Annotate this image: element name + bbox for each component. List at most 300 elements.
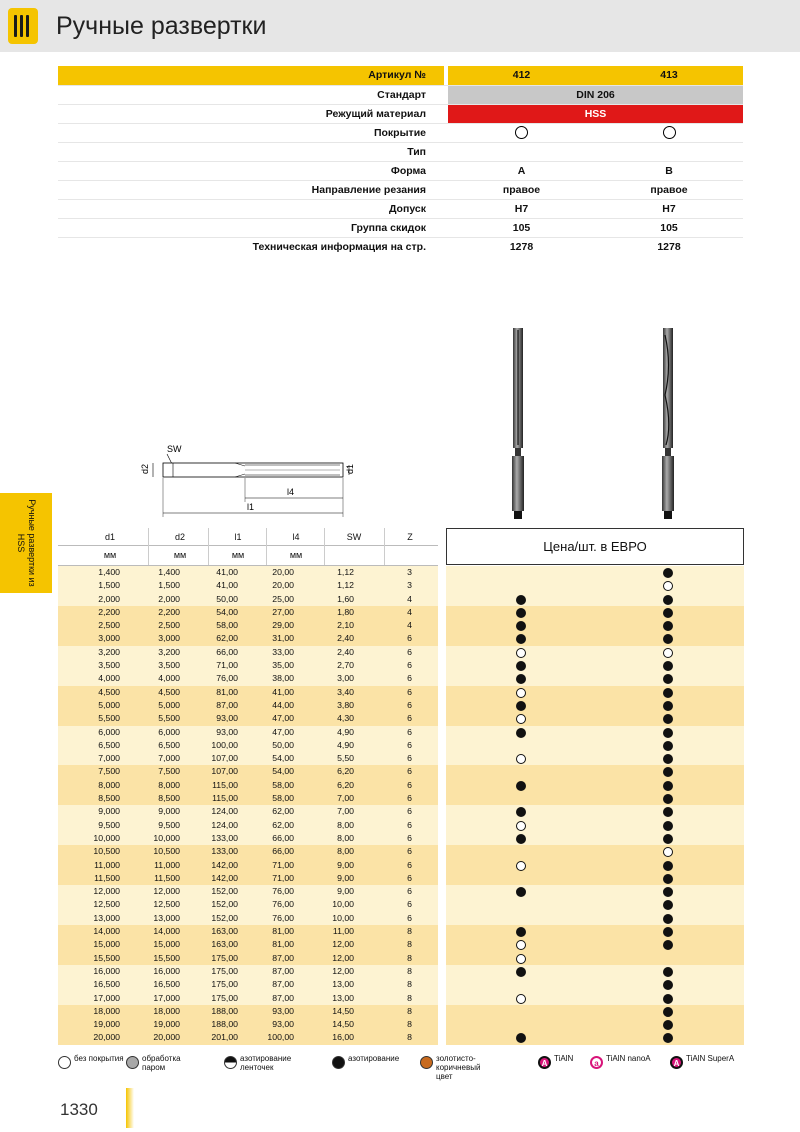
cell-value: 41,00 — [216, 567, 238, 577]
column-unit: мм — [231, 550, 245, 560]
legend-label: азотирование — [348, 1054, 400, 1063]
row-values — [58, 925, 438, 938]
cell-value: 93,00 — [216, 713, 238, 724]
coating-icon: A — [670, 1056, 683, 1069]
cell-value: 5,50 — [337, 753, 354, 764]
cell-value: 13,000 — [93, 912, 120, 923]
cell-value: 47,00 — [272, 726, 294, 737]
cell-value: 38,00 — [272, 673, 294, 684]
row-values — [58, 859, 438, 872]
no-coating-icon — [663, 126, 676, 139]
table-row — [58, 779, 744, 792]
cell-value: 152,00 — [211, 899, 238, 910]
cell-value: 20,00 — [272, 567, 294, 577]
spec-value: 1278 — [509, 241, 534, 253]
no-coating-icon — [515, 126, 528, 139]
row-prices — [446, 779, 744, 792]
cell-value: 15,500 — [153, 952, 180, 963]
available-dot-icon — [516, 781, 526, 791]
cell-value: 5,500 — [158, 713, 180, 724]
cell-value: 2,40 — [337, 633, 354, 644]
row-prices — [446, 1031, 744, 1044]
available-dot-icon — [663, 741, 673, 751]
cell-value: 18,000 — [93, 1005, 120, 1016]
cell-value: 50,00 — [216, 593, 238, 604]
table-row — [58, 805, 744, 818]
row-prices — [446, 765, 744, 778]
cell-value: 11,00 — [332, 926, 354, 937]
table-row — [58, 1031, 744, 1044]
row-prices — [446, 992, 744, 1005]
available-dot-icon — [663, 674, 673, 684]
row-values — [58, 912, 438, 925]
spec-value: правое — [502, 184, 541, 196]
cell-value: 142,00 — [211, 872, 238, 883]
cell-value: 6 — [407, 872, 412, 883]
row-values — [58, 965, 438, 978]
available-dot-icon — [663, 621, 673, 631]
cell-value: 4,90 — [337, 726, 354, 737]
table-row — [58, 632, 744, 645]
row-prices — [446, 646, 744, 659]
row-values — [58, 593, 438, 606]
spec-row — [58, 123, 743, 142]
header-divider — [384, 528, 385, 565]
cell-value: 6,000 — [158, 726, 180, 737]
available-dot-icon — [516, 834, 526, 844]
cell-value: 4 — [407, 593, 412, 604]
legend-label: без покрытия — [74, 1054, 124, 1063]
cell-value: 6,000 — [98, 726, 120, 737]
column-header: d2 — [174, 532, 185, 542]
on-request-dot-icon — [663, 581, 673, 591]
spec-value: правое — [650, 184, 688, 196]
cell-value: 163,00 — [211, 926, 238, 937]
row-values — [58, 978, 438, 991]
cell-value: 8 — [407, 992, 412, 1003]
cell-value: 12,000 — [153, 886, 180, 897]
row-values — [58, 712, 438, 725]
row-values — [58, 952, 438, 965]
cell-value: 9,00 — [337, 872, 354, 883]
cell-value: 1,12 — [337, 580, 354, 591]
cell-value: 8,500 — [98, 793, 120, 804]
row-prices — [446, 792, 744, 805]
cell-value: 44,00 — [272, 699, 294, 710]
table-row — [58, 832, 744, 845]
cell-value: 2,10 — [337, 620, 354, 631]
cell-value: 71,00 — [272, 859, 294, 870]
table-row — [58, 952, 744, 965]
available-dot-icon — [663, 634, 673, 644]
table-row — [58, 646, 744, 659]
available-dot-icon — [663, 1007, 673, 1017]
cell-value: 1,400 — [98, 567, 120, 577]
available-dot-icon — [663, 1020, 673, 1030]
row-prices — [446, 938, 744, 951]
cell-value: 8 — [407, 1032, 412, 1043]
cell-value: 50,00 — [272, 739, 294, 750]
cell-value: 6 — [407, 699, 412, 710]
spec-label: Режущий материал — [325, 108, 426, 120]
spec-row — [58, 85, 743, 104]
legend-label: TiAlN SuperA — [686, 1054, 735, 1063]
cell-value: 10,500 — [153, 846, 180, 857]
d1-label: d1 — [345, 463, 355, 474]
spec-row — [58, 161, 743, 180]
available-dot-icon — [663, 887, 673, 897]
cell-value: 33,00 — [272, 646, 294, 657]
header-divider — [324, 528, 325, 565]
cell-value: 17,000 — [93, 992, 120, 1003]
cell-value: 8,00 — [337, 846, 354, 857]
cell-value: 54,00 — [216, 606, 238, 617]
table-row — [58, 739, 744, 752]
cell-value: 66,00 — [272, 832, 294, 843]
cell-value: 6 — [407, 673, 412, 684]
reamer-dimension-diagram — [135, 440, 365, 520]
row-prices — [446, 845, 744, 858]
row-values — [58, 938, 438, 951]
row-prices — [446, 712, 744, 725]
cell-value: 2,500 — [158, 620, 180, 631]
cell-value: 6 — [407, 753, 412, 764]
cell-value: 4,000 — [158, 673, 180, 684]
available-dot-icon — [516, 608, 526, 618]
row-values — [58, 579, 438, 592]
on-request-dot-icon — [516, 821, 526, 831]
cell-value: 9,500 — [158, 819, 180, 830]
row-values — [58, 619, 438, 632]
cell-value: 76,00 — [272, 912, 294, 923]
available-dot-icon — [663, 900, 673, 910]
cell-value: 47,00 — [272, 713, 294, 724]
cell-value: 16,500 — [93, 979, 120, 990]
cell-value: 6 — [407, 899, 412, 910]
column-unit: мм — [173, 550, 187, 560]
cell-value: 3,500 — [158, 660, 180, 671]
available-dot-icon — [516, 674, 526, 684]
available-dot-icon — [663, 967, 673, 977]
available-dot-icon — [663, 688, 673, 698]
column-header: d1 — [104, 532, 115, 542]
table-row — [58, 619, 744, 632]
available-dot-icon — [516, 621, 526, 631]
cell-value: 93,00 — [216, 726, 238, 737]
d2-label: d2 — [140, 463, 150, 474]
on-request-dot-icon — [516, 954, 526, 964]
column-header: l4 — [292, 532, 300, 542]
cell-value: 7,500 — [158, 766, 180, 777]
cell-value: 12,00 — [332, 939, 354, 950]
row-values — [58, 699, 438, 712]
cell-value: 6 — [407, 633, 412, 644]
table-row — [58, 938, 744, 951]
row-values — [58, 992, 438, 1005]
cell-value: 3,500 — [98, 660, 120, 671]
header-divider — [266, 528, 267, 565]
cell-value: 17,000 — [153, 992, 180, 1003]
row-values — [58, 606, 438, 619]
cell-value: 81,00 — [216, 686, 238, 697]
cell-value: 6,20 — [337, 766, 354, 777]
cell-value: 3 — [407, 580, 412, 591]
cell-value: 1,12 — [337, 567, 354, 577]
spec-label: Стандарт — [377, 89, 426, 101]
cell-value: 15,000 — [93, 939, 120, 950]
cell-value: 19,000 — [153, 1019, 180, 1030]
spec-value: 413 — [595, 66, 743, 85]
cell-value: 6 — [407, 660, 412, 671]
cell-value: 4 — [407, 606, 412, 617]
cell-value: 15,500 — [93, 952, 120, 963]
cell-value: 8 — [407, 979, 412, 990]
spec-label: Допуск — [388, 203, 426, 215]
cell-value: 20,00 — [272, 580, 294, 591]
spec-value: H7 — [662, 203, 676, 215]
cell-value: 18,000 — [153, 1005, 180, 1016]
row-prices — [446, 606, 744, 619]
table-row — [58, 765, 744, 778]
cell-value: 1,500 — [158, 580, 180, 591]
cell-value: 31,00 — [272, 633, 294, 644]
cell-value: 93,00 — [272, 1019, 294, 1030]
cell-value: 11,500 — [94, 872, 120, 883]
cell-value: 16,500 — [153, 979, 180, 990]
on-request-dot-icon — [663, 648, 673, 658]
spec-value: DIN 206 — [448, 86, 743, 105]
cell-value: 54,00 — [272, 766, 294, 777]
row-prices — [446, 898, 744, 911]
table-row — [58, 978, 744, 991]
cell-value: 54,00 — [272, 753, 294, 764]
cell-value: 2,70 — [337, 660, 354, 671]
cell-value: 5,500 — [98, 713, 120, 724]
spec-label: Форма — [390, 165, 426, 177]
cell-value: 16,000 — [93, 965, 120, 976]
on-request-dot-icon — [516, 861, 526, 871]
row-values — [58, 739, 438, 752]
available-dot-icon — [516, 595, 526, 605]
available-dot-icon — [516, 807, 526, 817]
row-values — [58, 832, 438, 845]
cell-value: 8 — [407, 926, 412, 937]
available-dot-icon — [663, 940, 673, 950]
row-values — [58, 686, 438, 699]
coating-icon — [332, 1056, 345, 1069]
cell-value: 10,000 — [153, 832, 180, 843]
cell-value: 152,00 — [211, 886, 238, 897]
sw-label: SW — [167, 444, 182, 454]
table-row — [58, 965, 744, 978]
cell-value: 1,500 — [98, 580, 120, 591]
cell-value: 66,00 — [272, 846, 294, 857]
cell-value: 1,80 — [337, 606, 354, 617]
spec-value — [448, 124, 595, 143]
coating-icon — [126, 1056, 139, 1069]
row-prices — [446, 686, 744, 699]
cell-value: 1,400 — [158, 567, 180, 577]
row-prices — [446, 912, 744, 925]
cell-value: 81,00 — [272, 926, 294, 937]
cell-value: 6 — [407, 886, 412, 897]
spec-row — [58, 237, 743, 256]
row-values — [58, 752, 438, 765]
cell-value: 4,000 — [98, 673, 120, 684]
cell-value: 4,500 — [158, 686, 180, 697]
cell-value: 12,00 — [332, 952, 354, 963]
table-body — [58, 566, 744, 1045]
cell-value: 76,00 — [272, 886, 294, 897]
cell-value: 62,00 — [272, 806, 294, 817]
row-prices — [446, 978, 744, 991]
side-tab-label: Ручные развертки из HSS — [16, 499, 37, 587]
legend-label: азотирование ленточек — [240, 1054, 292, 1072]
cell-value: 163,00 — [211, 939, 238, 950]
row-prices — [446, 859, 744, 872]
cell-value: 133,00 — [211, 846, 238, 857]
table-row — [58, 819, 744, 832]
row-values — [58, 779, 438, 792]
cell-value: 8,00 — [337, 832, 354, 843]
available-dot-icon — [663, 701, 673, 711]
cell-value: 3,200 — [98, 646, 120, 657]
cell-value: 6 — [407, 806, 412, 817]
table-row — [58, 1005, 744, 1018]
cell-value: 9,000 — [98, 806, 120, 817]
spec-label: Тип — [407, 146, 426, 158]
cell-value: 2,000 — [98, 593, 120, 604]
cell-value: 6 — [407, 686, 412, 697]
cell-value: 16,000 — [153, 965, 180, 976]
available-dot-icon — [516, 927, 526, 937]
cell-value: 20,000 — [93, 1032, 120, 1043]
row-values — [58, 672, 438, 685]
row-prices — [446, 739, 744, 752]
cell-value: 14,000 — [153, 926, 180, 937]
available-dot-icon — [663, 767, 673, 777]
spec-value — [595, 124, 743, 143]
cell-value: 20,000 — [153, 1032, 180, 1043]
cell-value: 3,000 — [98, 633, 120, 644]
cell-value: 9,500 — [98, 819, 120, 830]
legend-label: TiAlN nanoA — [606, 1054, 651, 1063]
available-dot-icon — [663, 994, 673, 1004]
row-prices — [446, 659, 744, 672]
row-values — [58, 1031, 438, 1044]
cell-value: 3,40 — [337, 686, 354, 697]
cell-value: 4,90 — [337, 739, 354, 750]
spec-label: Артикул № — [58, 66, 444, 85]
cell-value: 81,00 — [272, 939, 294, 950]
cell-value: 76,00 — [216, 673, 238, 684]
column-header: Z — [407, 532, 413, 542]
cell-value: 175,00 — [211, 965, 238, 976]
cell-value: 5,000 — [98, 699, 120, 710]
cell-value: 107,00 — [211, 766, 238, 777]
table-row — [58, 859, 744, 872]
header-divider — [148, 528, 149, 565]
available-dot-icon — [663, 781, 673, 791]
row-prices — [446, 593, 744, 606]
cell-value: 8,00 — [337, 819, 354, 830]
on-request-dot-icon — [516, 648, 526, 658]
row-prices — [446, 952, 744, 965]
available-dot-icon — [663, 861, 673, 871]
available-dot-icon — [516, 1033, 526, 1043]
cell-value: 76,00 — [272, 899, 294, 910]
spec-label: Направление резания — [311, 184, 426, 196]
cell-value: 12,000 — [93, 886, 120, 897]
spec-value: 105 — [660, 222, 678, 234]
row-values — [58, 659, 438, 672]
available-dot-icon — [663, 728, 673, 738]
dimensions-table — [58, 528, 744, 1045]
cell-value: 3,200 — [158, 646, 180, 657]
table-row — [58, 686, 744, 699]
cell-value: 1,60 — [337, 593, 354, 604]
available-dot-icon — [516, 887, 526, 897]
cell-value: 188,00 — [211, 1005, 238, 1016]
spec-label: Покрытие — [373, 127, 426, 139]
reamer-413-image — [662, 328, 674, 519]
cell-value: 87,00 — [272, 992, 294, 1003]
row-values — [58, 898, 438, 911]
cell-value: 14,000 — [93, 926, 120, 937]
cell-value: 115,00 — [212, 793, 238, 804]
coating-icon — [420, 1056, 433, 1069]
spec-value — [595, 143, 743, 162]
cell-value: 12,00 — [332, 965, 354, 976]
row-prices — [446, 699, 744, 712]
cell-value: 133,00 — [211, 832, 238, 843]
cell-value: 175,00 — [211, 952, 238, 963]
table-row — [58, 752, 744, 765]
cell-value: 6 — [407, 726, 412, 737]
spec-row — [58, 218, 743, 237]
cell-value: 6 — [407, 832, 412, 843]
available-dot-icon — [663, 568, 673, 578]
cell-value: 6 — [407, 859, 412, 870]
cell-value: 6 — [407, 646, 412, 657]
cell-value: 100,00 — [267, 1032, 294, 1043]
row-values — [58, 765, 438, 778]
cell-value: 142,00 — [211, 859, 238, 870]
cell-value: 6 — [407, 739, 412, 750]
cell-value: 7,500 — [98, 766, 120, 777]
cell-value: 16,00 — [332, 1032, 354, 1043]
cell-value: 87,00 — [272, 965, 294, 976]
available-dot-icon — [663, 1033, 673, 1043]
available-dot-icon — [663, 927, 673, 937]
cell-value: 35,00 — [272, 660, 294, 671]
table-row — [58, 593, 744, 606]
available-dot-icon — [663, 608, 673, 618]
cell-value: 19,000 — [93, 1019, 120, 1030]
cell-value: 124,00 — [211, 806, 238, 817]
cell-value: 11,000 — [154, 859, 180, 870]
cell-value: 27,00 — [272, 606, 294, 617]
cell-value: 6 — [407, 713, 412, 724]
cell-value: 41,00 — [216, 580, 238, 591]
table-row — [58, 726, 744, 739]
available-dot-icon — [516, 728, 526, 738]
legend-label: TiAlN — [554, 1054, 574, 1063]
table-row — [58, 672, 744, 685]
cell-value: 6,500 — [158, 739, 180, 750]
table-row — [58, 792, 744, 805]
available-dot-icon — [663, 914, 673, 924]
